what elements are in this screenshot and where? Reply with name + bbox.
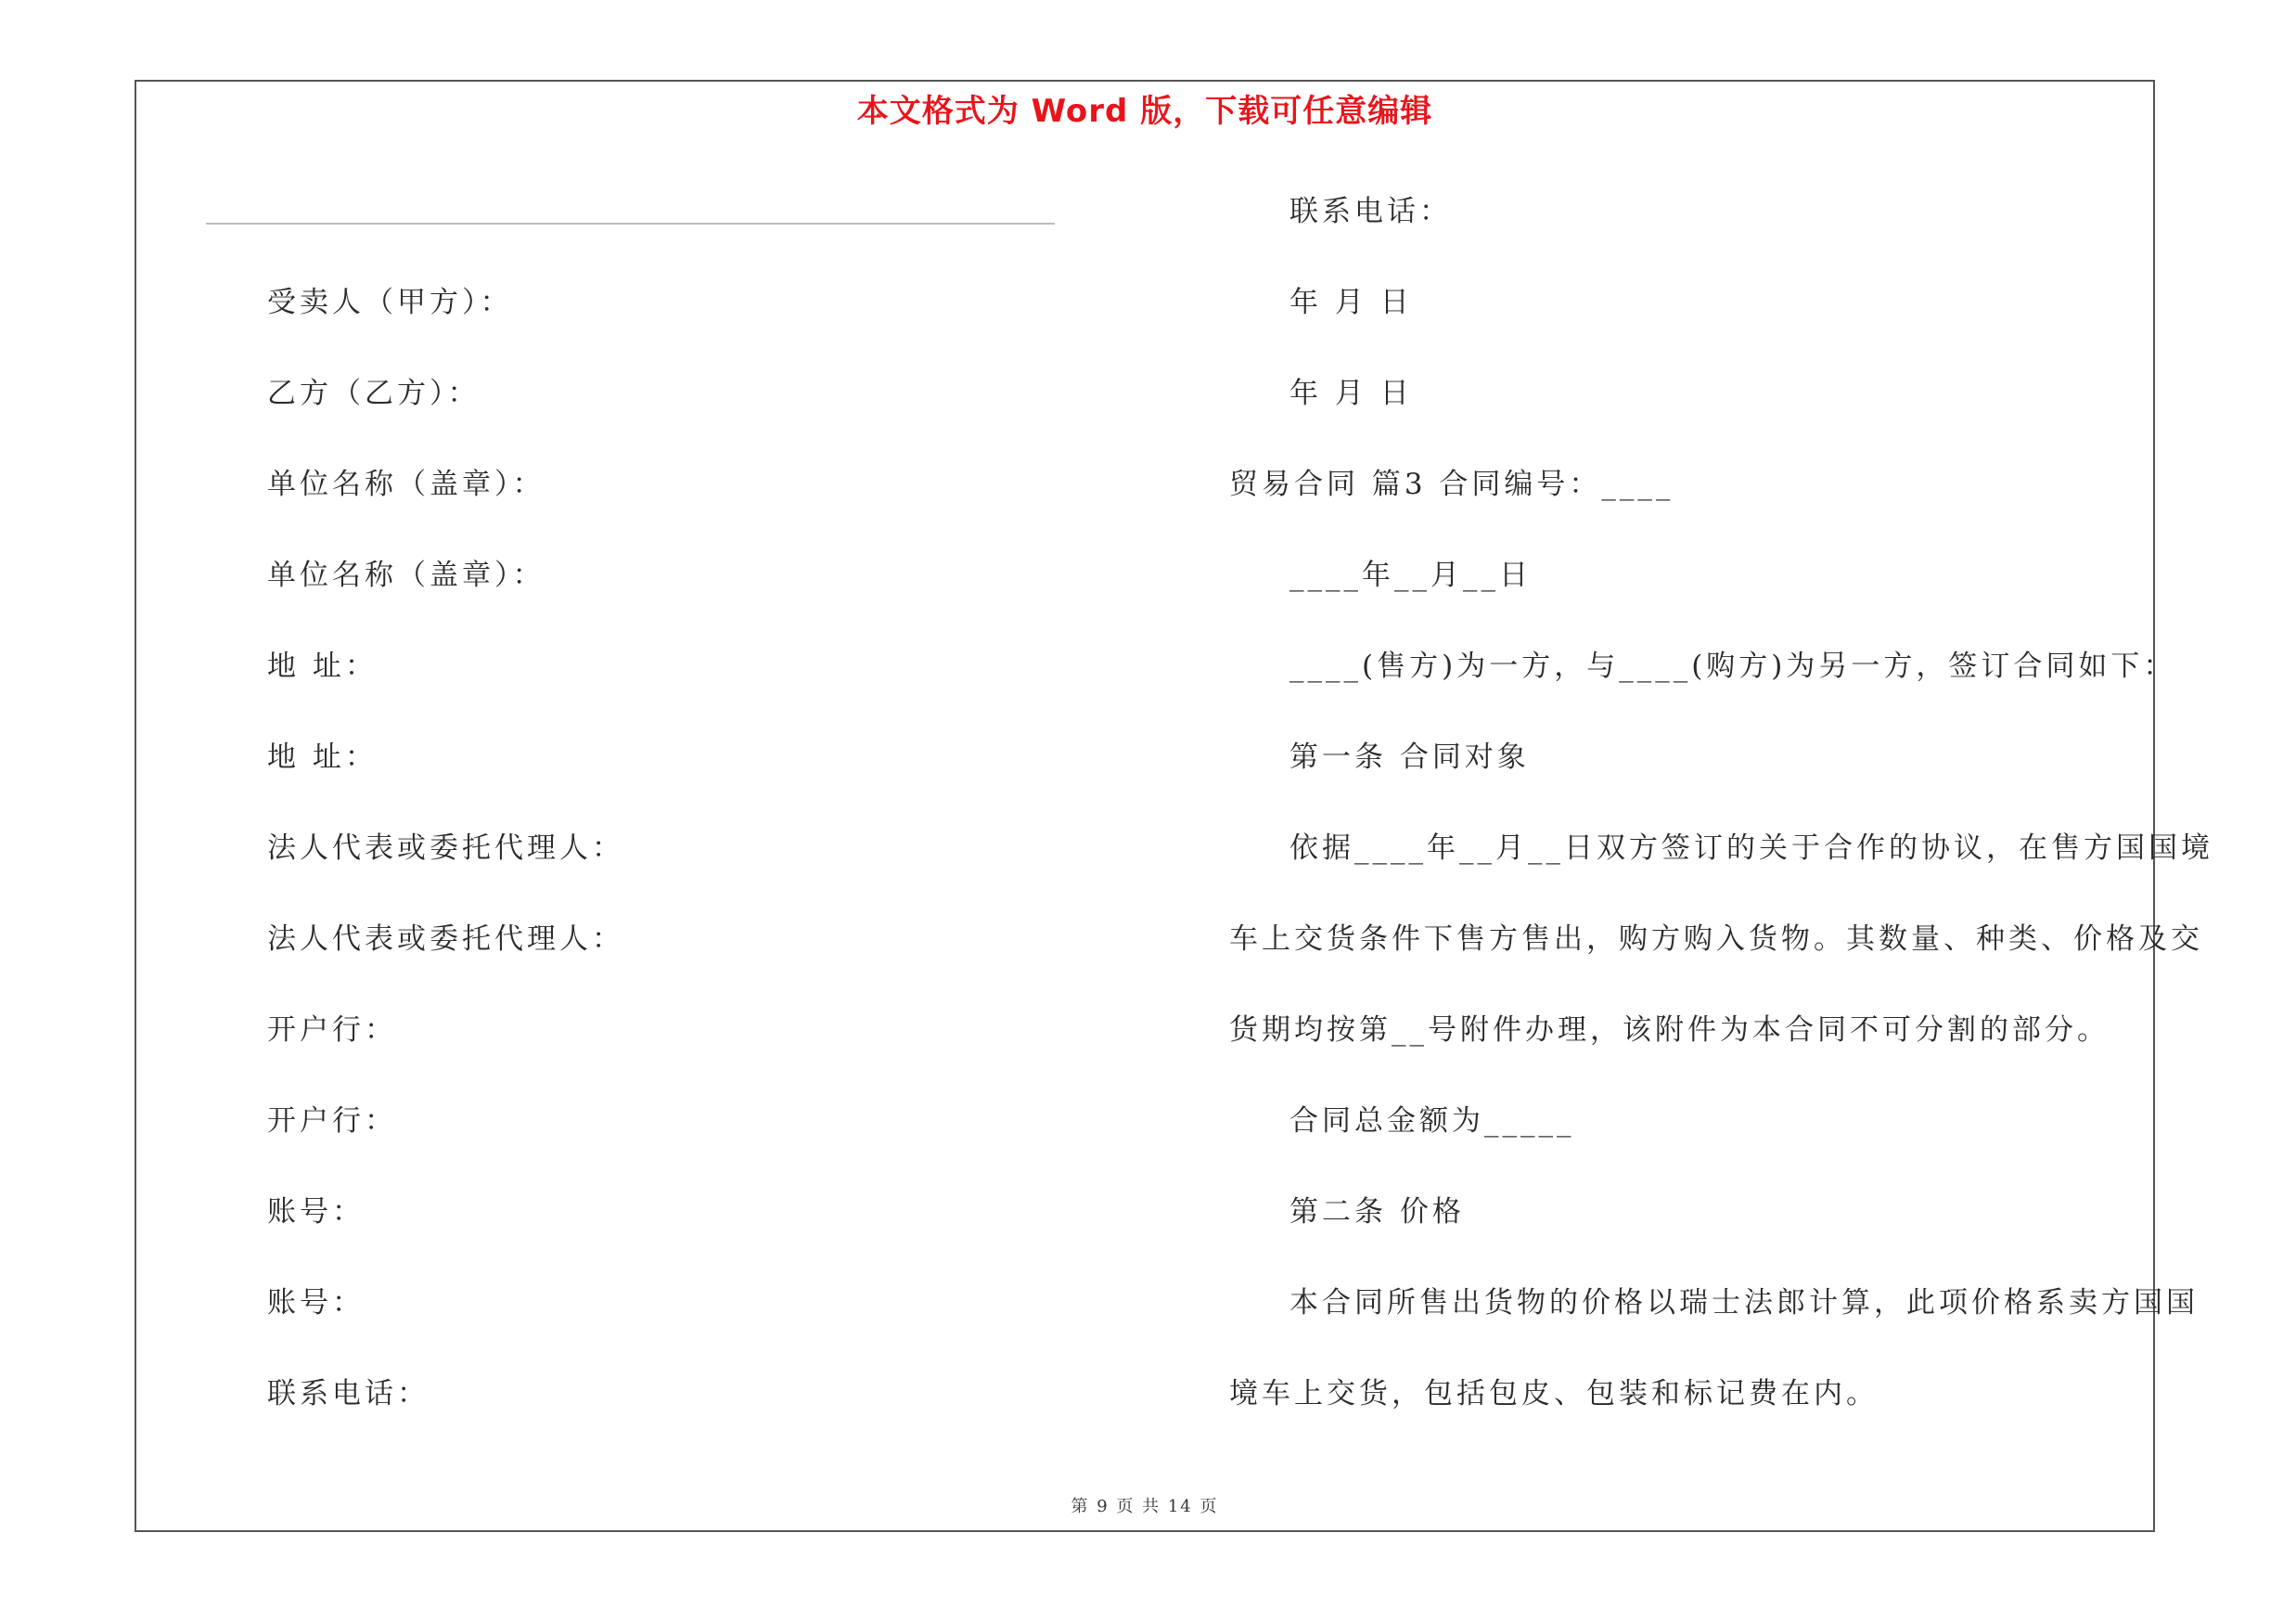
bank-label: 开户行： — [267, 1013, 397, 1047]
article-one-text: 货期均按第__号附件办理，该附件为本合同不可分割的部分。 — [1229, 1013, 2110, 1047]
parties-sentence: ____(售方)为一方，与____(购方)为另一方，签订合同如下： — [1289, 650, 2176, 683]
phone-label: 联系电话： — [1289, 195, 1452, 228]
phone-label: 联系电话： — [267, 1377, 430, 1410]
page-number: 第 9 页 共 14 页 — [1071, 1497, 1219, 1516]
article-one-text: 依据____年__月__日双方签订的关于合作的协议，在售方国国境 — [1289, 831, 2213, 865]
article-one-heading: 第一条 合同对象 — [1289, 741, 1530, 774]
bank-label: 开户行： — [267, 1104, 397, 1138]
separator-line — [206, 223, 1055, 225]
article-one-text: 车上交货条件下售方售出，购方购入货物。其数量、种类、价格及交 — [1229, 922, 2203, 956]
contract-heading: 贸易合同 篇3 合同编号：____ — [1229, 468, 1674, 501]
company-name-label: 单位名称（盖章）： — [267, 468, 545, 501]
company-name-label: 单位名称（盖章）： — [267, 559, 545, 592]
account-label: 账号： — [267, 1195, 365, 1229]
article-two-text: 境车上交货，包括包皮、包装和标记费在内。 — [1229, 1377, 1879, 1410]
format-banner: 本文格式为 Word 版，下载可任意编辑 — [856, 93, 1433, 130]
legal-representative-label: 法人代表或委托代理人： — [267, 922, 624, 956]
date-line: 年 月 日 — [1289, 377, 1413, 410]
article-two-text: 本合同所售出货物的价格以瑞士法郎计算，此项价格系卖方国国 — [1289, 1286, 2199, 1320]
total-amount-line: 合同总金额为_____ — [1289, 1104, 1575, 1138]
date-line: 年 月 日 — [1289, 286, 1413, 319]
contract-date: ____年__月__日 — [1289, 559, 1532, 592]
party-b-label: 乙方（乙方）： — [267, 377, 481, 410]
article-two-heading: 第二条 价格 — [1289, 1195, 1465, 1229]
legal-representative-label: 法人代表或委托代理人： — [267, 831, 624, 865]
address-label: 地 址： — [267, 650, 378, 683]
address-label: 地 址： — [267, 741, 378, 774]
account-label: 账号： — [267, 1286, 365, 1320]
buyer-party-label: 受卖人（甲方）： — [267, 286, 513, 319]
